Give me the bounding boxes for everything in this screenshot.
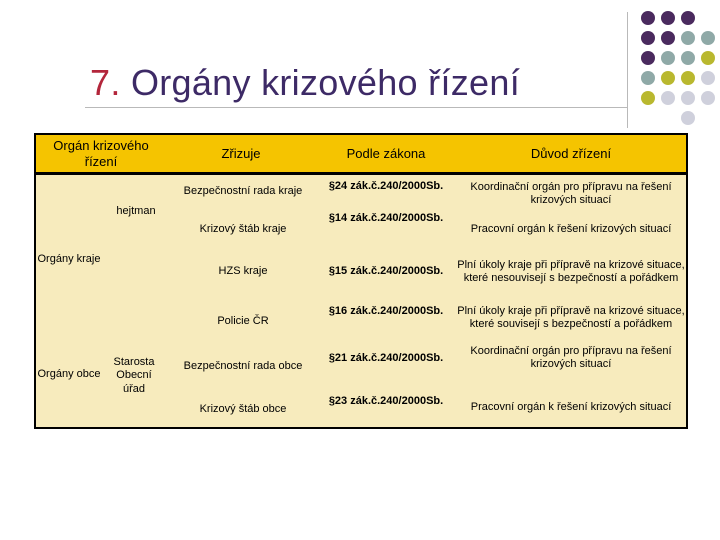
decor-dot <box>641 71 655 85</box>
row-organ: Policie ČR <box>217 315 269 328</box>
decor-dot <box>701 71 715 85</box>
row-organ: HZS kraje <box>218 265 268 278</box>
row-duvod: Koordinační orgán pro přípravu na řešení krizových situací <box>470 180 672 206</box>
row-zakon: §24 zák.č.240/2000Sb. <box>328 180 444 193</box>
decor-dot <box>661 11 675 25</box>
row-zakon: §15 zák.č.240/2000Sb. <box>328 265 444 278</box>
decor-dot <box>701 91 715 105</box>
row-zakon: §23 zák.č.240/2000Sb. <box>328 395 444 408</box>
decor-dot <box>681 111 695 125</box>
decor-dot <box>681 91 695 105</box>
row-zakon: §16 zák.č.240/2000Sb. <box>328 305 444 318</box>
decor-dot <box>661 31 675 45</box>
header-duvod: Důvod zřízení <box>530 145 612 161</box>
decor-dot <box>701 31 715 45</box>
title-underline <box>85 107 627 108</box>
decor-dot <box>641 31 655 45</box>
decor-dot <box>681 31 695 45</box>
row-zakon: §21 zák.č.240/2000Sb. <box>328 352 444 365</box>
table-header <box>36 135 686 175</box>
slide-title-number: 7. <box>90 62 121 103</box>
group-label-obce: Orgány obce <box>37 368 101 381</box>
row-duvod: Koordinační orgán pro přípravu na řešení krizových situací <box>470 344 672 370</box>
decor-dot <box>641 11 655 25</box>
decor-dot <box>641 51 655 65</box>
row-duvod: Plní úkoly kraje při přípravě na krizové situace, které souvisejí s bezpečností a pořádkem <box>457 304 685 330</box>
group-label-kraj: Orgány kraje <box>37 253 101 266</box>
decor-vertical-line <box>627 12 628 128</box>
header-zakon: Podle zákona <box>346 145 426 161</box>
row-zakon: §14 zák.č.240/2000Sb. <box>328 212 444 225</box>
decor-dot <box>661 51 675 65</box>
header-organ: Orgán krizového řízení <box>53 137 149 169</box>
decor-dot <box>681 71 695 85</box>
row-duvod: Pracovní orgán k řešení krizových situací <box>470 401 672 414</box>
table-body <box>36 175 686 427</box>
row-organ: Bezpečnostní rada kraje <box>183 185 303 198</box>
decor-dot <box>641 91 655 105</box>
row-duvod: Pracovní orgán k řešení krizových situací <box>470 223 672 236</box>
row-duvod: Plní úkoly kraje při přípravě na krizové situace, které nesouvisejí s bezpečností a pořádkem <box>457 258 685 284</box>
establisher-hejtman: hejtman <box>116 205 156 218</box>
slide-title <box>90 62 520 104</box>
crisis-organs-table <box>34 133 688 429</box>
establisher-starosta: Starosta Obecní úřad <box>113 356 155 395</box>
row-organ: Krizový štáb obce <box>199 403 287 416</box>
row-organ: Krizový štáb kraje <box>199 223 287 236</box>
decor-dot <box>661 91 675 105</box>
decor-dot <box>701 51 715 65</box>
decor-dot <box>681 11 695 25</box>
row-organ: Bezpečnostní rada obce <box>183 360 303 373</box>
decor-dot <box>681 51 695 65</box>
header-zrizuje: Zřizuje <box>221 145 261 161</box>
slide-title-text: Orgány krizového řízení <box>130 62 521 103</box>
decor-dot <box>661 71 675 85</box>
